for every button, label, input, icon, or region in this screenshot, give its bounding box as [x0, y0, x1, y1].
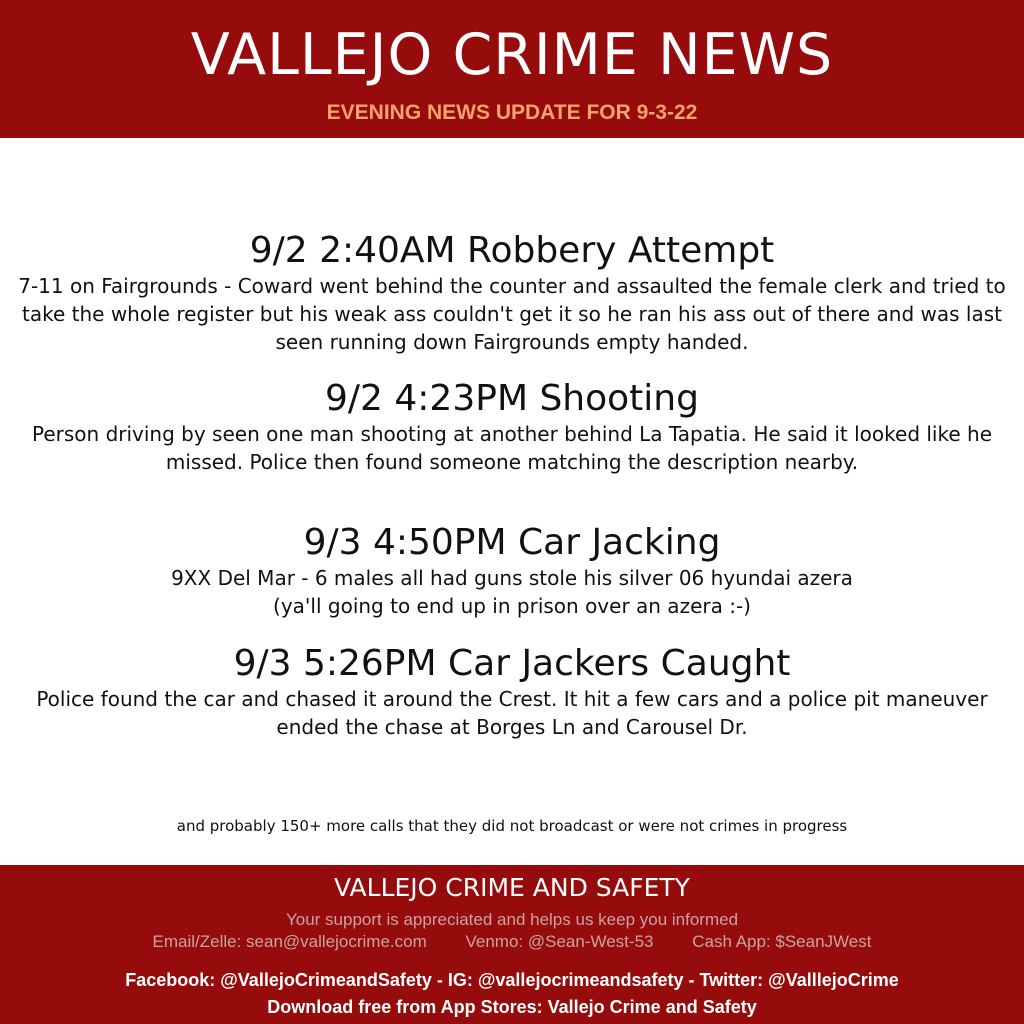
social-handles: Facebook: @VallejoCrimeandSafety - IG: @vallejocrimeandsafety - Twitter: @ValllejoCrime	[125, 970, 899, 990]
news-headline: 9/3 5:26PM Car Jackers Caught	[233, 643, 791, 684]
page-subtitle: EVENING NEWS UPDATE FOR 9-3-22	[326, 101, 698, 124]
footer-title: VALLEJO CRIME AND SAFETY	[334, 873, 690, 902]
venmo-contact: Venmo: @Sean-West-53	[465, 932, 654, 951]
page-title: VALLEJO CRIME NEWS	[190, 22, 834, 88]
news-body: 7-11 on Fairgrounds - Coward went behind the counter and assaulted the female clerk and tried to take the whole register but his weak ass couldn't get it so he ran his ass out of there and was last seen running down Fairgrounds empty handed.	[18, 274, 1006, 354]
footer-banner	[0, 865, 1024, 1024]
support-message: Your support is appreciated and helps us keep you informed	[285, 910, 739, 929]
news-headline: 9/3 4:50PM Car Jacking	[303, 522, 721, 563]
news-body: Police found the car and chased it around the Crest. It hit a few cars and a police pit maneuver ended the chase at Borges Ln and Carousel Dr.	[36, 687, 988, 739]
download-notice: Download free from App Stores: Vallejo Crime and Safety	[267, 997, 757, 1017]
email-contact: Email/Zelle: sean@vallejocrime.com	[152, 932, 427, 951]
footnote: and probably 150+ more calls that they did not broadcast or were not crimes in progress	[176, 817, 848, 835]
cashapp-contact: Cash App: $SeanJWest	[692, 932, 872, 951]
news-item-car-jacking	[0, 522, 1024, 620]
news-headline: 9/2 4:23PM Shooting	[325, 378, 699, 419]
news-headline: 9/2 2:40AM Robbery Attempt	[249, 230, 775, 271]
news-body: Person driving by seen one man shooting at another behind La Tapatia. He said it looked like he missed. Police then found someone matching the description nearby.	[32, 422, 992, 474]
news-body-line-2: (ya'll going to end up in prison over an azera :-)	[273, 594, 751, 618]
news-item-robbery-attempt	[0, 230, 1024, 356]
news-item-car-jackers-caught	[0, 643, 1024, 741]
payment-contacts	[0, 932, 1024, 952]
news-item-shooting	[0, 378, 1024, 476]
news-body-line-1: 9XX Del Mar - 6 males all had guns stole his silver 06 hyundai azera	[171, 566, 853, 590]
header-banner	[0, 0, 1024, 138]
